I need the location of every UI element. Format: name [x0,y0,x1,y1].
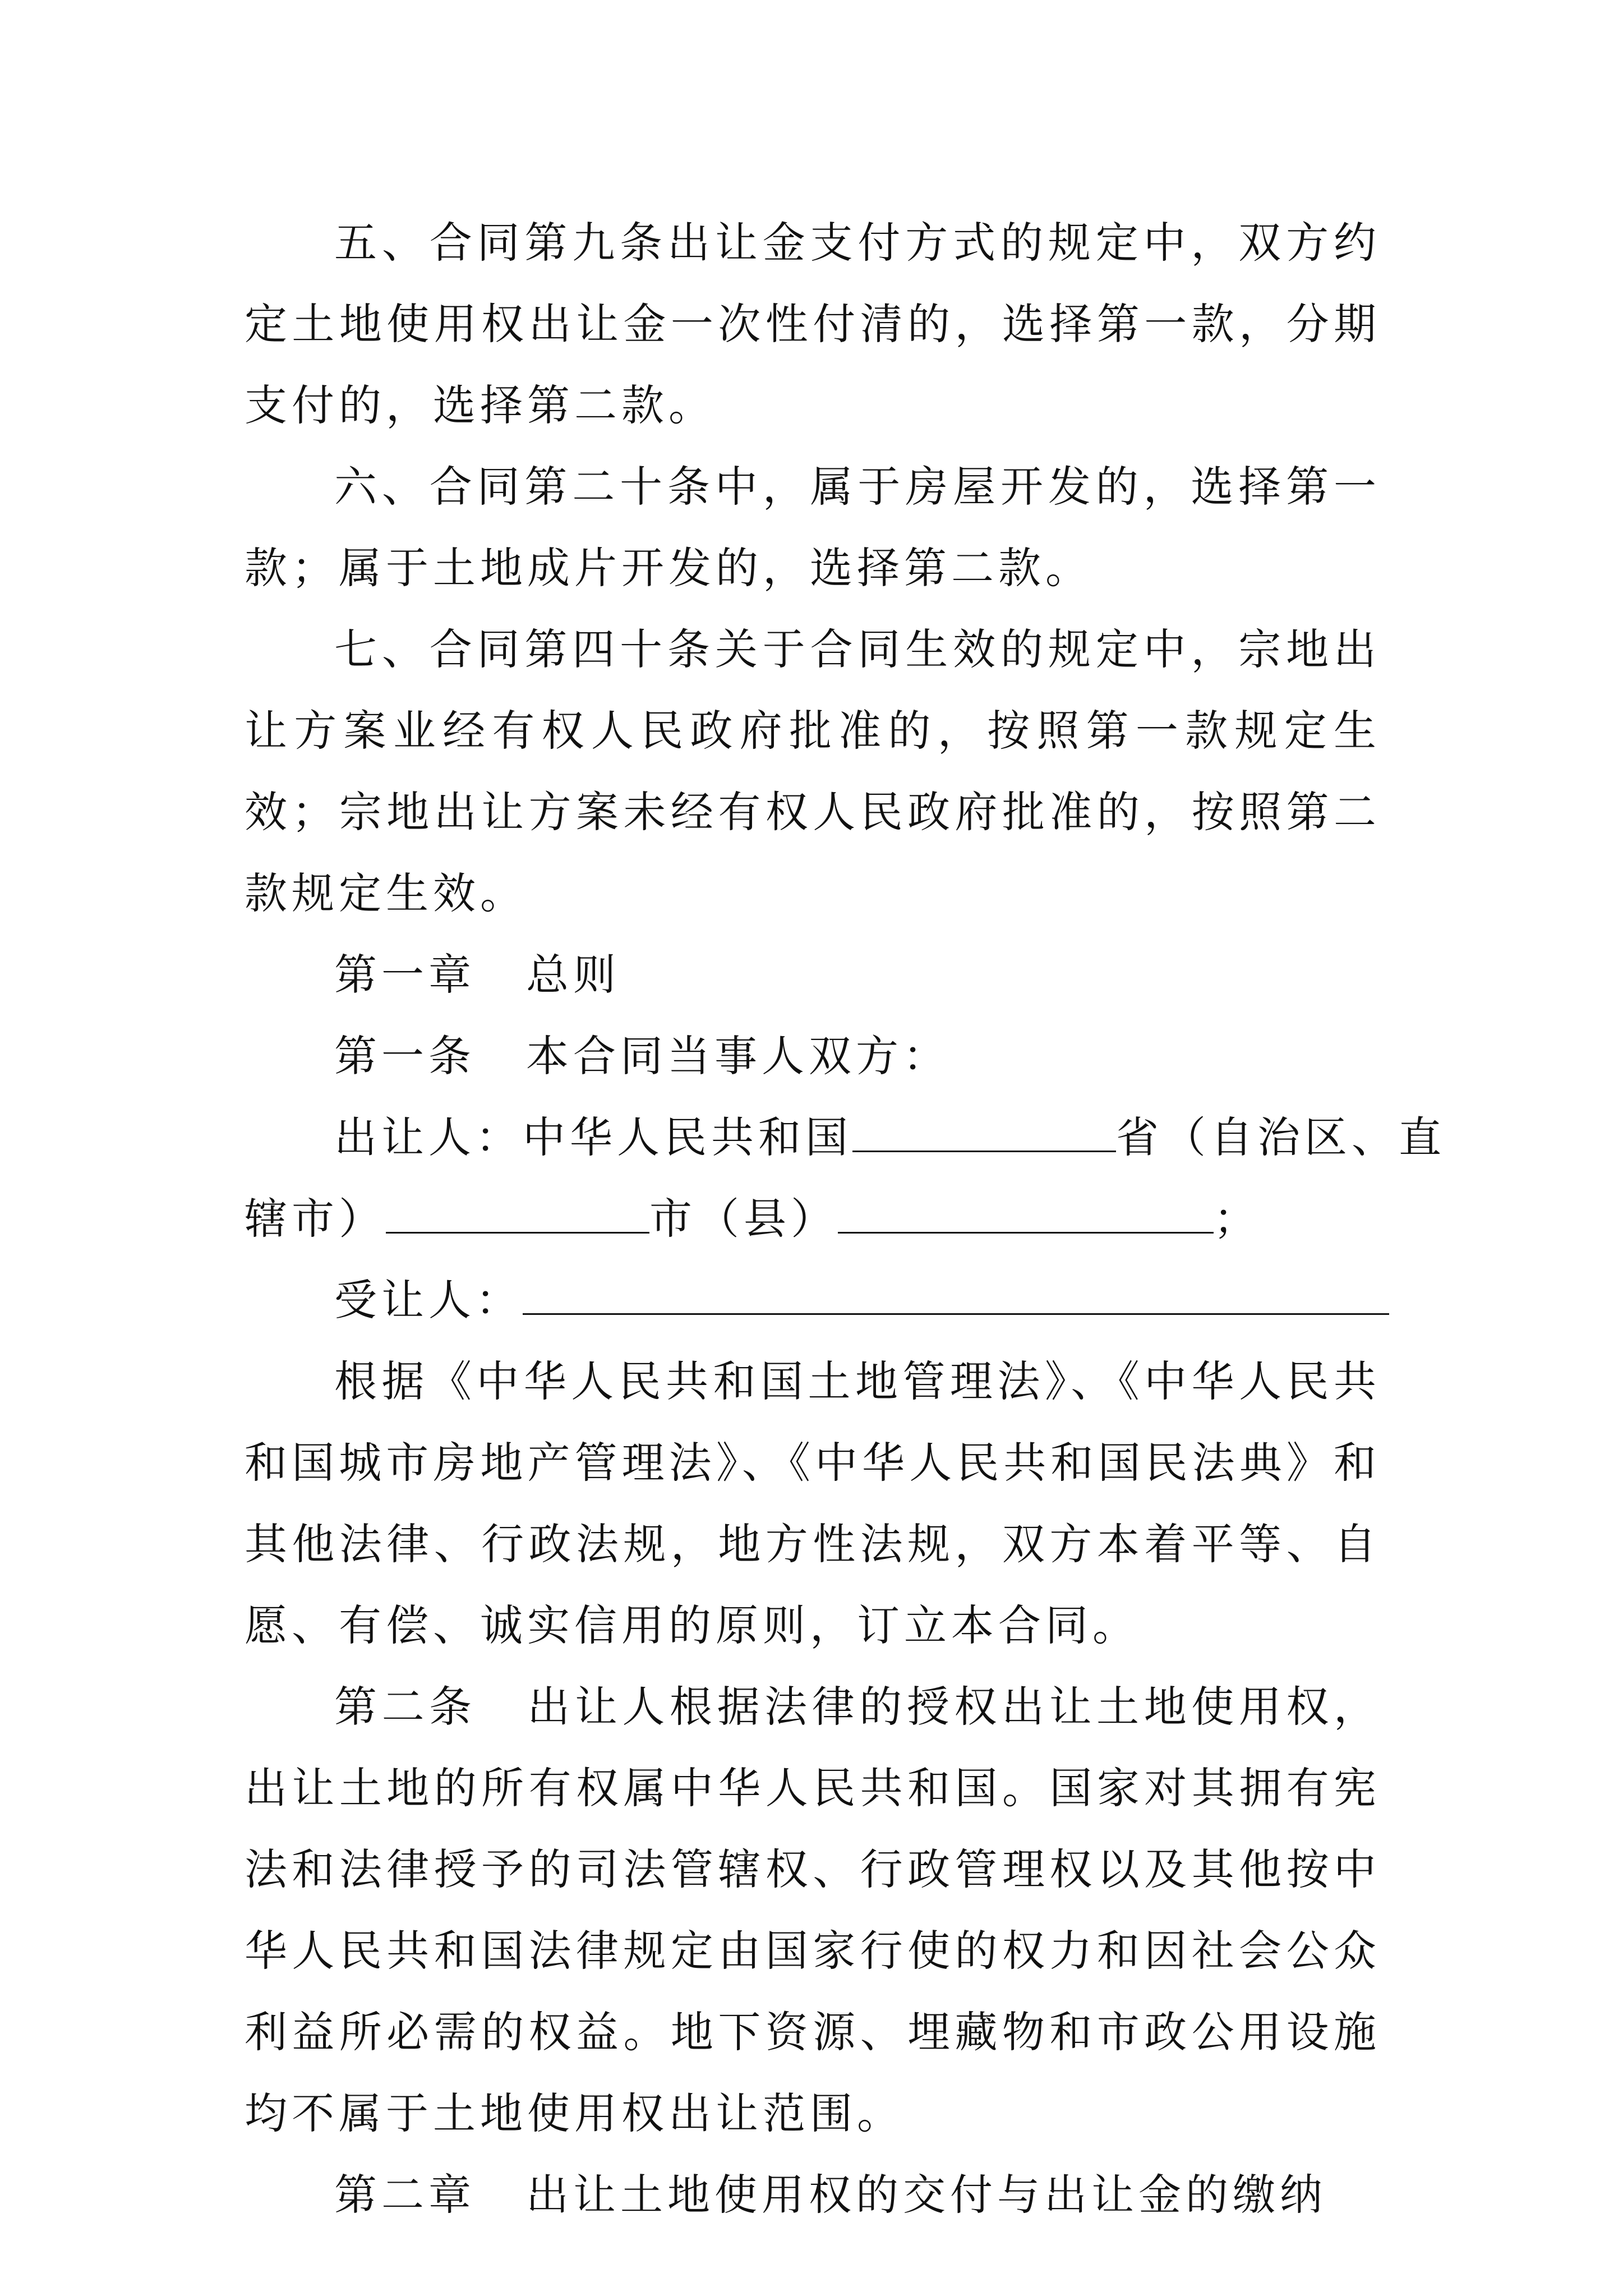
municipality-label: 辖市） [245,1194,386,1244]
article-2-text: 出让人根据法律的授权出让土地使用权，出让土地的所有权属中华人民共和国。国家对其拥有宪法和法律授予的司法管辖权、行政管理权以及其他按中华人民共和国法律规定由国家行使的权力和因社会公众利益所必需的权益。地下资源、埋藏物和市政公用设施均不属于土地使用权出让范围。 [245,1682,1381,2138]
city-blank[interactable] [838,1197,1214,1234]
transferee-blank[interactable] [523,1278,1389,1315]
transferor-line-2 [245,1178,1381,1259]
transferor-end: ； [1214,1194,1261,1244]
chapter-2-title: 出让土地使用权的交付与出让金的缴纳 [526,2170,1327,2220]
province-blank[interactable] [852,1116,1116,1152]
transferor-line-1 [245,1097,1446,1178]
transferee-line [245,1259,1381,1341]
chapter-1-number: 第一章 [334,950,476,1000]
transferee-label: 受让人： [334,1275,523,1325]
article-2-number: 第二条 [334,1682,477,1732]
document-body [245,202,1446,2235]
chapter-2-heading [245,2154,1381,2235]
chapter-1-heading [245,934,1381,1015]
article-1 [245,1015,1381,1097]
city-label: 市（县） [649,1194,838,1244]
basis-paragraph: 根据《中华人民共和国土地管理法》、《中华人民共和国城市房地产管理法》、《中华人民共和国民法典》和其他法律、行政法规，地方性法规，双方本着平等、自愿、有偿、诚实信用的原则，订立本合同。 [245,1356,1381,1650]
transferor-prefix: 中华人民共和国 [523,1112,852,1162]
paragraph-7: 七、合同第四十条关于合同生效的规定中，宗地出让方案业经有权人民政府批准的，按照第一款规定生效；宗地出让方案未经有权人民政府批准的，按照第二款规定生效。 [245,624,1381,918]
chapter-1-title: 总则 [526,950,620,1000]
article-1-text: 本合同当事人双方： [526,1031,950,1081]
chapter-2-number: 第二章 [334,2170,476,2220]
paragraph-5: 五、合同第九条出让金支付方式的规定中，双方约定土地使用权出让金一次性付清的，选择第一款，分期支付的，选择第二款。 [245,218,1381,430]
province-label: 省（自治区、直 [1116,1112,1446,1162]
transferor-label: 出让人： [334,1112,523,1162]
article-1-number: 第一条 [334,1031,476,1081]
paragraph-6: 六、合同第二十条中，属于房屋开发的，选择第一款；属于土地成片开发的，选择第二款。 [245,462,1381,593]
article-2 [245,1666,1381,2154]
municipality-blank[interactable] [386,1197,649,1234]
